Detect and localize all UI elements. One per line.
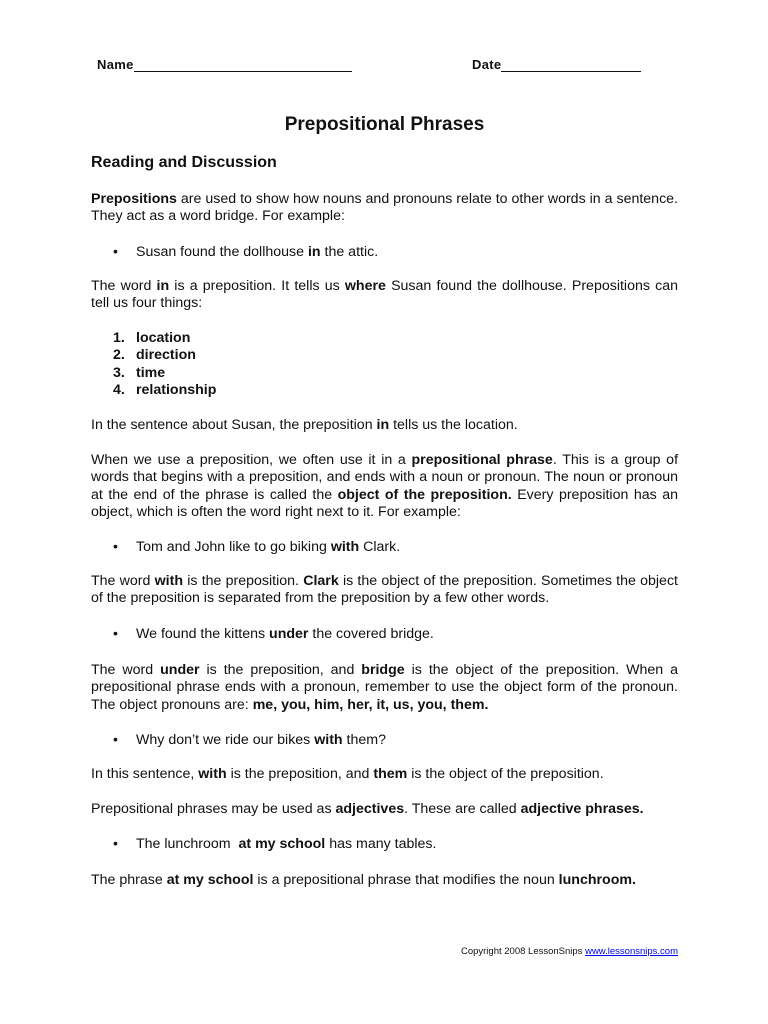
- bold-term: with: [330, 539, 360, 555]
- bold-term: in: [307, 244, 321, 260]
- bullet-dot: •: [113, 732, 118, 748]
- example-bullet-4: [113, 732, 386, 749]
- text: . These are called: [404, 801, 521, 817]
- list-number: 2.: [113, 347, 125, 364]
- text: Clark.: [359, 539, 401, 555]
- text: In the sentence about Susan, the preposition: [91, 417, 377, 433]
- name-field: [97, 57, 352, 72]
- bold-term: adjective phrases.: [520, 801, 644, 817]
- list-number: 1.: [113, 330, 125, 346]
- example-bullet-3: [113, 626, 434, 643]
- text: . This is a group of words that begins with a preposition, and ends with a noun or pronoun. The noun or pronoun at the end of the phrase is called the: [91, 452, 679, 503]
- bold-term: at my school: [238, 836, 326, 852]
- text: has many tables.: [325, 836, 437, 852]
- bullet-dot: •: [113, 626, 118, 642]
- bold-term: Prepositions: [91, 191, 177, 207]
- paragraph-word-in: [91, 278, 678, 313]
- bold-term: them: [373, 766, 408, 782]
- bold-term: with: [198, 766, 227, 782]
- page-title: Prepositional Phrases: [284, 114, 485, 135]
- list-item: [113, 347, 216, 364]
- list-label: relationship: [136, 382, 217, 399]
- example-bullet-2: [113, 539, 400, 556]
- text: the attic.: [320, 244, 379, 260]
- bold-term: prepositional phrase: [411, 452, 553, 468]
- bold-term: in: [376, 417, 390, 433]
- list-item: [113, 365, 216, 382]
- bold-term: object of the preposition.: [337, 486, 512, 503]
- list-number: 4.: [113, 382, 125, 399]
- header-fields: [91, 57, 678, 77]
- text: The lunchroom: [136, 836, 239, 852]
- bullet-dot: •: [113, 539, 118, 555]
- date-label: Date: [472, 57, 502, 72]
- bold-term: with: [314, 732, 343, 748]
- text: is a preposition. It tells us: [169, 278, 345, 294]
- text: them?: [342, 732, 386, 748]
- paragraph-prepositions-intro: [91, 191, 678, 226]
- list-label: location: [136, 330, 191, 346]
- list-item: [113, 382, 216, 399]
- text: is the preposition, and: [226, 766, 374, 782]
- date-blank-line: [501, 57, 641, 72]
- name-blank-line: [134, 57, 352, 72]
- text: The word: [91, 573, 155, 589]
- copyright-text: Copyright 2008 LessonSnips: [460, 946, 586, 957]
- text: We found the kittens: [136, 626, 270, 642]
- bold-term: under: [160, 662, 200, 678]
- text: is the object of the preposition.: [407, 766, 604, 782]
- copyright-footer: [461, 946, 678, 957]
- bullet-dot: •: [113, 836, 118, 852]
- bold-term: where: [344, 278, 386, 294]
- bold-term: with: [154, 573, 184, 589]
- text: is a prepositional phrase that modifies the noun: [253, 872, 559, 888]
- bold-term: adjectives: [335, 801, 405, 817]
- bold-term: me, you, him, her, it, us, you, them.: [252, 696, 489, 713]
- text: The word: [91, 662, 161, 678]
- paragraph-susan-location: [91, 417, 678, 434]
- text: Why don’t we ride our bikes: [136, 732, 315, 748]
- bullet-dot: •: [113, 244, 118, 260]
- text: are used to show how nouns and pronouns relate to other words in a sentence. They act as a word bridge. For example:: [91, 191, 678, 225]
- text: In this sentence,: [91, 766, 199, 782]
- list-label: time: [136, 364, 166, 381]
- text: The word: [91, 278, 157, 294]
- example-bullet-5: [113, 836, 436, 853]
- bold-term: Clark: [303, 573, 339, 589]
- paragraph-adjective-phrases: [91, 801, 678, 818]
- lessonsnips-link[interactable]: www.lessonsnips.com: [585, 946, 678, 957]
- bold-term: bridge: [361, 662, 405, 678]
- text: Tom and John like to go biking: [136, 539, 331, 555]
- paragraph-word-under: [91, 662, 678, 714]
- bold-term: under: [269, 626, 309, 642]
- text: Every preposition has an object, which is often the word right next to it. For example:: [91, 486, 678, 521]
- section-heading: Reading and Discussion: [91, 154, 277, 171]
- text: is the preposition.: [183, 573, 304, 589]
- example-bullet-1: [113, 244, 378, 261]
- bold-term: lunchroom.: [558, 872, 636, 888]
- text: is the object of the preposition. When a prepositional phrase ends with a pronoun, remember to use the object form of the pronoun. The object pronouns are:: [91, 662, 678, 713]
- paragraph-word-with: [91, 573, 678, 608]
- list-item: [113, 330, 216, 347]
- paragraph-modifies-lunchroom: [91, 872, 678, 889]
- text: When we use a preposition, we often use it in a: [91, 452, 412, 468]
- text: tells us the location.: [389, 417, 518, 433]
- bold-term: at my school: [166, 872, 254, 888]
- four-things-list: [113, 330, 216, 400]
- text: The phrase: [91, 872, 167, 888]
- list-label: direction: [136, 347, 196, 364]
- paragraph-prepositional-phrase: [91, 452, 678, 522]
- text: the covered bridge.: [308, 626, 434, 642]
- date-field: [472, 57, 641, 72]
- paragraph-this-sentence: [91, 766, 678, 783]
- text: is the preposition, and: [199, 662, 362, 678]
- list-number: 3.: [113, 364, 125, 381]
- text: Prepositional phrases may be used as: [91, 801, 336, 817]
- text: is the object of the preposition. Sometimes the object of the preposition is separated from the preposition by a few other words.: [91, 573, 678, 607]
- bold-term: in: [156, 278, 170, 294]
- text: Susan found the dollhouse: [136, 244, 308, 260]
- name-label: Name: [97, 57, 134, 72]
- text: Susan found the dollhouse. Prepositions can tell us four things:: [91, 278, 678, 312]
